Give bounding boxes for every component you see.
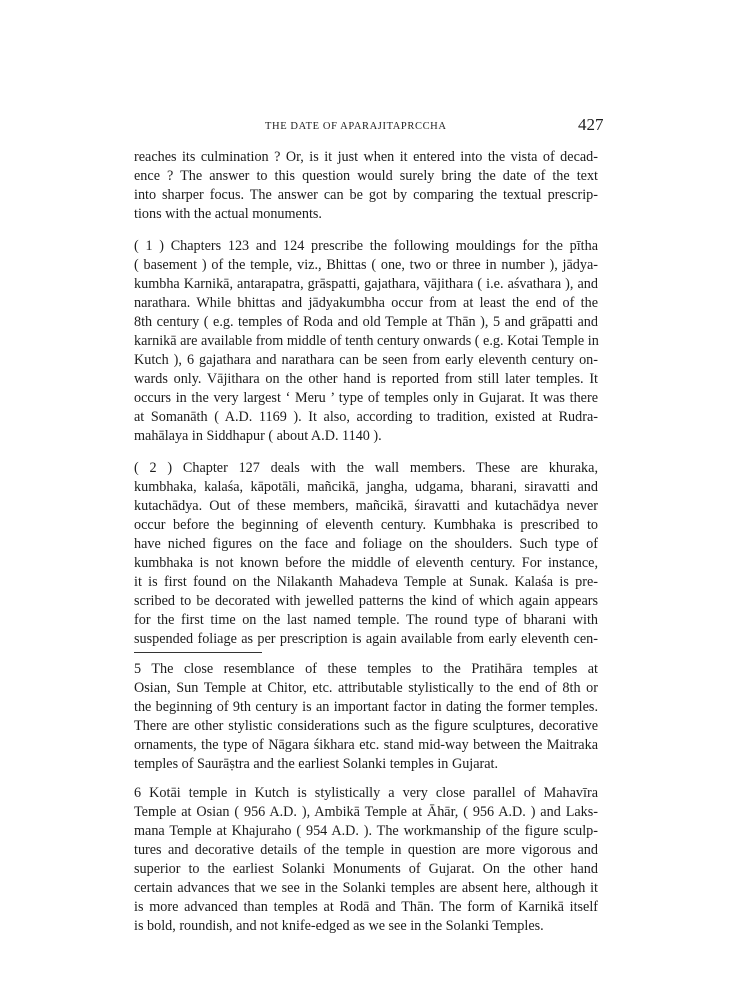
body-line: at Somanāth ( A.D. 1169 ). It also, according to tradition, existed at Rudra- [134, 409, 598, 425]
body-line: scribed to be decorated with jewelled patterns the kind of which again appears [134, 593, 598, 609]
footnote-line: is bold, roundish, and not knife-edged as we see in the Solanki Temples. [134, 918, 544, 934]
body-line: it is first found on the Nilakanth Mahadeva Temple at Sunak. Kalaśa is pre- [134, 574, 598, 590]
body-line: 8th century ( e.g. temples of Roda and old Temple at Thān ), 5 and grāpatti and [134, 314, 598, 330]
footnote-line: tures and decorative details of the temple in question are more vigorous and [134, 842, 598, 858]
body-line: Kutch ), 6 gajathara and narathara can be seen from early eleventh century on- [134, 352, 598, 368]
body-line: wards only. Vājithara on the other hand is reported from still later temples. It [134, 371, 598, 387]
footnote-line: is more advanced than temples at Rodā and Thān. The form of Karnikā itself [134, 899, 598, 915]
running-title: THE DATE OF APARAJITAPRCCHA [265, 121, 447, 132]
body-line: suspended foliage as per prescription is again available from early eleventh cen- [134, 631, 598, 647]
body-line: into sharper focus. The answer can be got by comparing the textual prescrip- [134, 187, 598, 203]
body-line: have niched figures on the face and foliage on the shoulders. Such type of [134, 536, 598, 552]
body-line: ( 2 ) Chapter 127 deals with the wall members. These are khuraka, [134, 460, 598, 476]
body-line: karnikā are available from middle of tenth century onwards ( e.g. Kotai Temple in [134, 333, 599, 349]
body-line: narathara. While bhittas and jādyakumbha occur from at least the end of the [134, 295, 598, 311]
body-line: reaches its culmination ? Or, is it just when it entered into the vista of decad- [134, 149, 598, 165]
body-line: ( 1 ) Chapters 123 and 124 prescribe the following mouldings for the pītha [134, 238, 598, 254]
footnote-line: ornaments, the type of Nāgara śikhara etc. stand mid-way between the Maitraka [134, 737, 598, 753]
body-line: mahālaya in Siddhapur ( about A.D. 1140 ). [134, 428, 382, 444]
body-line: tions with the actual monuments. [134, 206, 322, 222]
footnote-line: mana Temple at Khajuraho ( 954 A.D. ). The workmanship of the figure sculp- [134, 823, 598, 839]
page-number: 427 [578, 115, 604, 134]
footnote-line: There are other stylistic considerations such as the figure sculptures, decorative [134, 718, 598, 734]
body-line: ( basement ) of the temple, viz., Bhittas ( one, two or three in number ), jādya- [134, 257, 598, 273]
footnote-line: superior to the earliest Solanki Monuments of Gujarat. On the other hand [134, 861, 598, 877]
body-line: kumbhaka is not known before the middle of eleventh century. For instance, [134, 555, 598, 571]
footnote-line: certain advances that we see in the Solanki temples are absent here, although it [134, 880, 598, 896]
body-line: kutachādya. Out of these members, mañcikā, śiravatti and kutachādya never [134, 498, 598, 514]
body-line: occur before the beginning of eleventh century. Kumbhaka is prescribed to [134, 517, 598, 533]
footnote-line: Osian, Sun Temple at Chitor, etc. attributable stylistically to the end of 8th or [134, 680, 598, 696]
footnote-line: 5 The close resemblance of these temples to the Pratihāra temples at [134, 661, 598, 677]
footnote-rule [134, 652, 262, 653]
footnote-line: 6 Kotāi temple in Kutch is stylistically a very close parallel of Mahavīra [134, 785, 598, 801]
footnote-line: the beginning of 9th century is an important factor in dating the former temples. [134, 699, 598, 715]
body-line: occurs in the very largest ‘ Meru ’ type of temples only in Gujarat. It was there [134, 390, 598, 406]
body-line: kumbhaka, kalaśa, kāpotāli, mañcikā, jangha, udgama, bharani, siravatti and [134, 479, 598, 495]
body-line: kumbha Karnikā, antarapatra, grāspatti, gajathara, vājithara ( i.e. aśvathara ), and [134, 276, 598, 292]
body-line: ence ? The answer to this question would surely bring the date of the text [134, 168, 598, 184]
body-line: for the first time on the last named temple. The round type of bharani with [134, 612, 598, 628]
footnote-line: temples of Saurāṣtra and the earliest Solanki temples in Gujarat. [134, 756, 499, 772]
footnote-line: Temple at Osian ( 956 A.D. ), Ambikā Temple at Āhār, ( 956 A.D. ) and Laks- [134, 804, 598, 820]
